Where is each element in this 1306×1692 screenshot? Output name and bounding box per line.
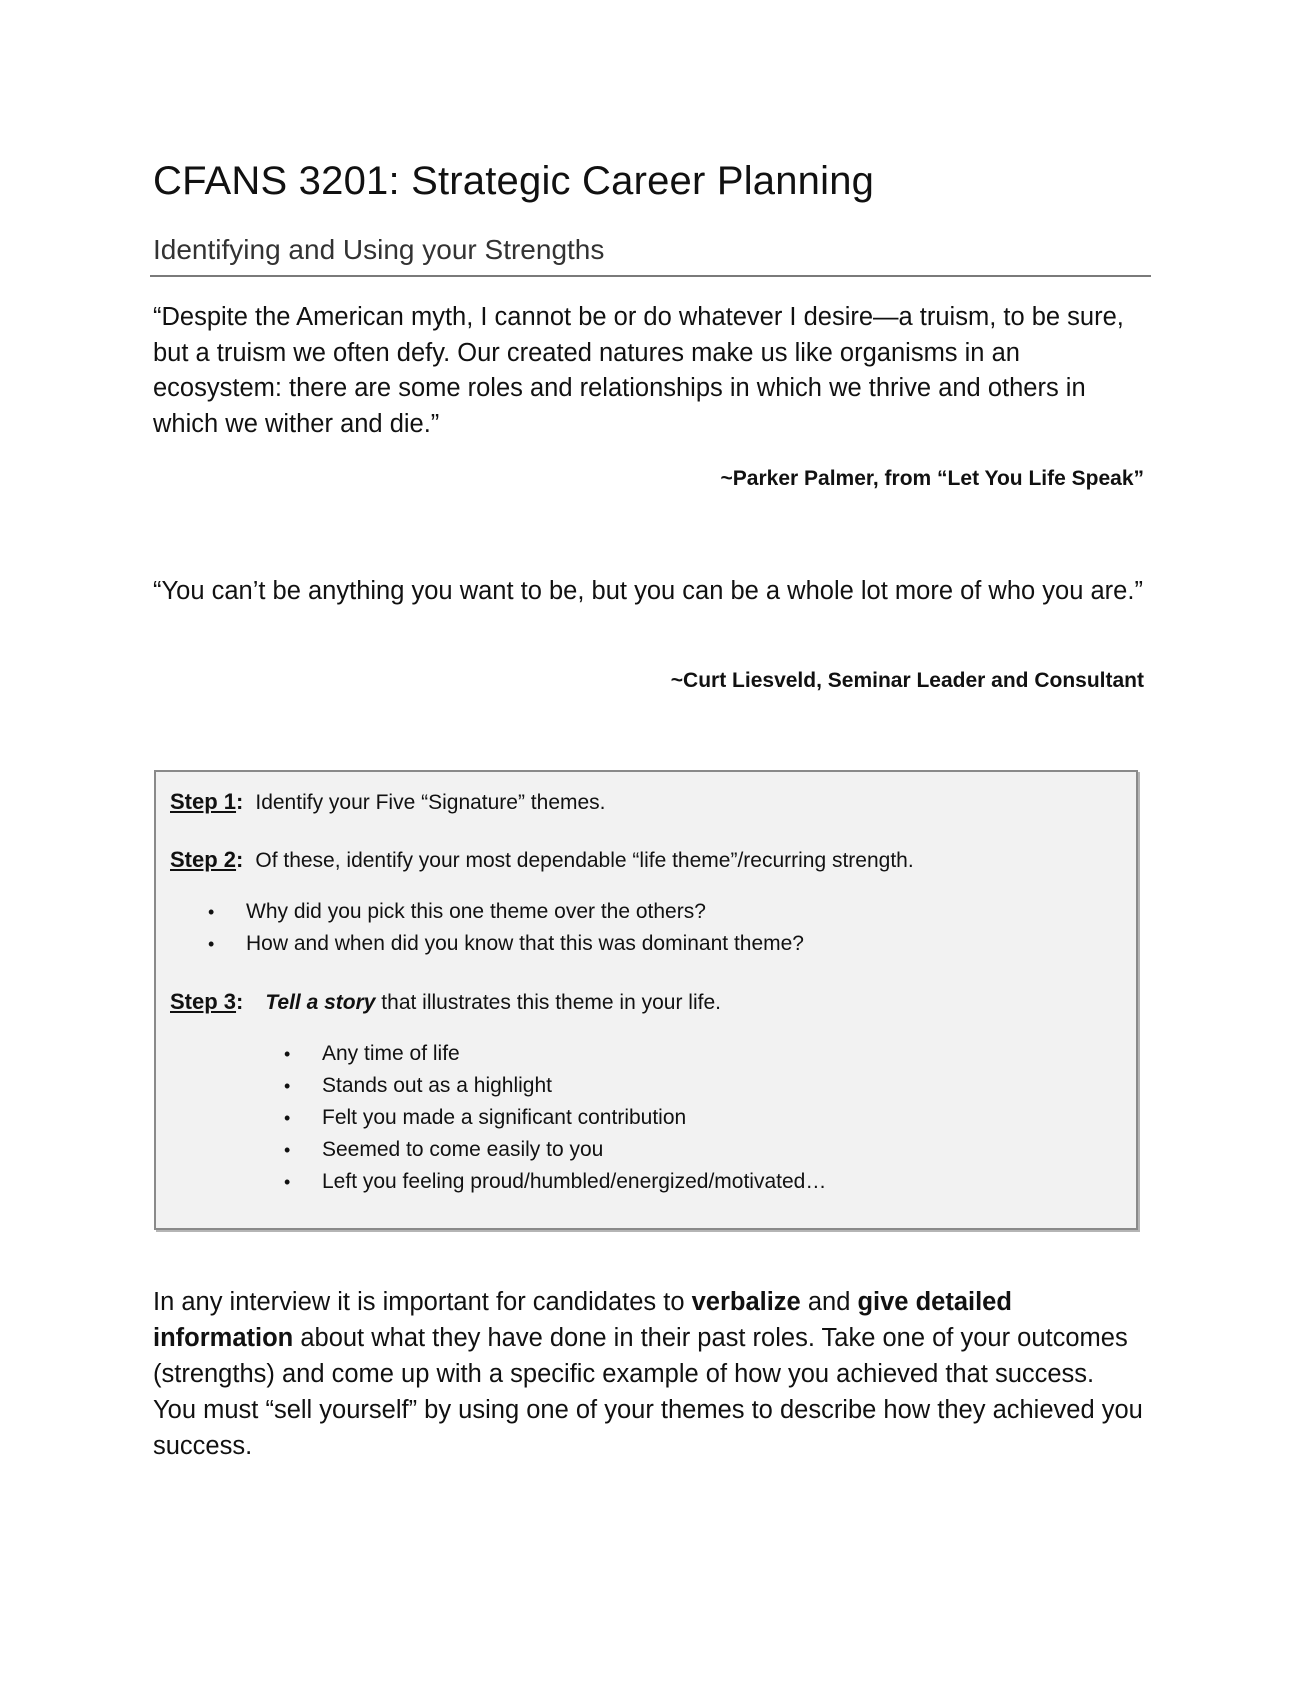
step-2-bullets: [208, 896, 804, 960]
steps-box: [154, 770, 1138, 1230]
quote-liesveld-attribution: ~Curt Liesveld, Seminar Leader and Consultant: [670, 669, 1144, 692]
step-1-colon: :: [236, 789, 244, 814]
bullet-icon: •: [284, 1140, 291, 1160]
list-item: • Felt you made a significant contribution: [284, 1102, 826, 1134]
bullet-icon: •: [208, 902, 215, 922]
quote-palmer: “Despite the American myth, I cannot be or do whatever I desire—a truism, to be sure, but a truism we often defy. Our created natures make us like organisms in an ecosystem: there are some roles and relationships in which we thrive and others in which we wither and die.”: [153, 303, 1124, 438]
bullet-icon: •: [284, 1108, 291, 1128]
page-subtitle: Identifying and Using your Strengths: [153, 234, 605, 265]
closing-text-2: and: [800, 1288, 858, 1316]
bullet-icon: •: [284, 1044, 291, 1064]
step-3-text: that illustrates this theme in your life.: [375, 991, 721, 1014]
bullet-icon: •: [208, 934, 215, 954]
closing-bold-verbalize: verbalize: [691, 1288, 801, 1316]
list-item: • Seemed to come easily to you: [284, 1134, 826, 1166]
step-3-emphasis: Tell a story: [265, 991, 376, 1014]
list-item: • How and when did you know that this was dominant theme?: [208, 928, 804, 960]
list-item: • Left you feeling proud/humbled/energized/motivated…: [284, 1166, 826, 1198]
quote-liesveld: “You can’t be anything you want to be, but you can be a whole lot more of who you are.”: [153, 577, 1143, 605]
step-2: [170, 846, 914, 875]
closing-text-3: about what they have done in their past roles. Take one of your outcomes (strengths) and come up with a specific example of how you achieved that success. You must “sell yourself” by using one of your themes to describe how they achieved you success.: [153, 1324, 1143, 1460]
list-item: • Any time of life: [284, 1038, 826, 1070]
bullet-icon: •: [284, 1172, 291, 1192]
closing-paragraph: [153, 1284, 1143, 1464]
step-2-colon: :: [236, 847, 244, 872]
quote-palmer-attribution: ~Parker Palmer, from “Let You Life Speak”: [720, 467, 1144, 490]
list-item: • Stands out as a highlight: [284, 1070, 826, 1102]
step-1-label: Step 1: [170, 789, 237, 814]
list-item: • Why did you pick this one theme over the others?: [208, 896, 804, 928]
closing-text-1: In any interview it is important for candidates to: [153, 1288, 692, 1316]
step-1: [170, 788, 606, 817]
title-divider: [150, 275, 1151, 277]
step-3-label: Step 3: [170, 989, 237, 1014]
step-3-colon: :: [236, 989, 244, 1014]
step-2-text: Of these, identify your most dependable “life theme”/recurring strength.: [255, 849, 914, 872]
page-title: CFANS 3201: Strategic Career Planning: [153, 159, 875, 203]
step-3: [170, 988, 721, 1017]
closing-bold-detailed: give detailed information: [153, 1288, 1012, 1352]
step-1-text: Identify your Five “Signature” themes.: [255, 791, 606, 814]
bullet-icon: •: [284, 1076, 291, 1096]
step-2-label: Step 2: [170, 847, 237, 872]
step-3-bullets: [284, 1038, 826, 1198]
